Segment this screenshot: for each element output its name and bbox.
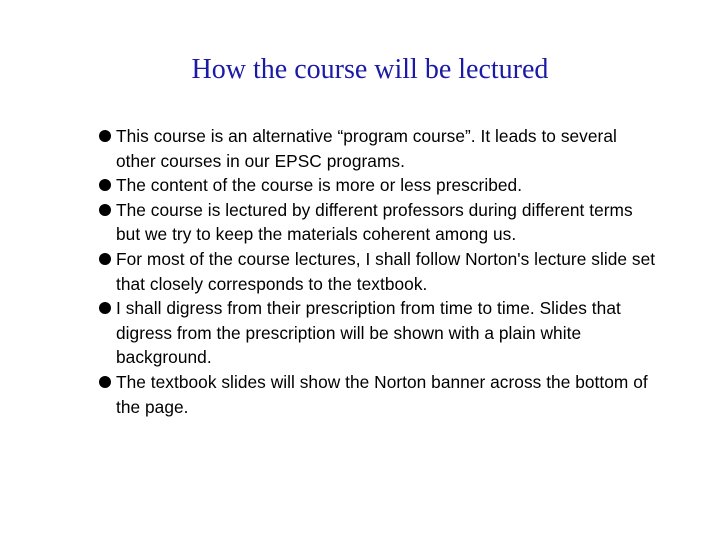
bullet-dot-icon — [99, 376, 111, 388]
bullet-list — [98, 124, 658, 419]
bullet-text: I shall digress from their prescription from time to time. Slides that digress from the prescription will be shown with a plain white background. — [116, 298, 621, 368]
bullet-text: This course is an alternative “program course”. It leads to several other courses in our EPSC programs. — [116, 126, 617, 171]
bullet-dot-icon — [99, 179, 111, 191]
bullet-item — [98, 296, 658, 370]
bullet-item — [98, 247, 658, 296]
bullet-dot-icon — [99, 302, 111, 314]
slide-title: How the course will be lectured — [191, 54, 549, 85]
bullet-item — [98, 173, 658, 198]
bullet-dot-icon — [99, 130, 111, 142]
bullet-text: The textbook slides will show the Norton banner across the bottom of the page. — [116, 371, 648, 417]
bullet-text: The content of the course is more or less prescribed. — [116, 175, 523, 196]
bullet-item — [98, 124, 658, 173]
bullet-text: For most of the course lectures, I shall follow Norton's lecture slide set that closely corresponds to the textbook. — [116, 248, 656, 294]
bullet-text: The course is lectured by different professors during different terms but we try to keep the materials coherent among us. — [116, 199, 633, 245]
bullet-item — [98, 370, 658, 419]
bullet-dot-icon — [99, 253, 111, 265]
bullet-dot-icon — [99, 204, 111, 216]
bullet-item — [98, 198, 658, 247]
